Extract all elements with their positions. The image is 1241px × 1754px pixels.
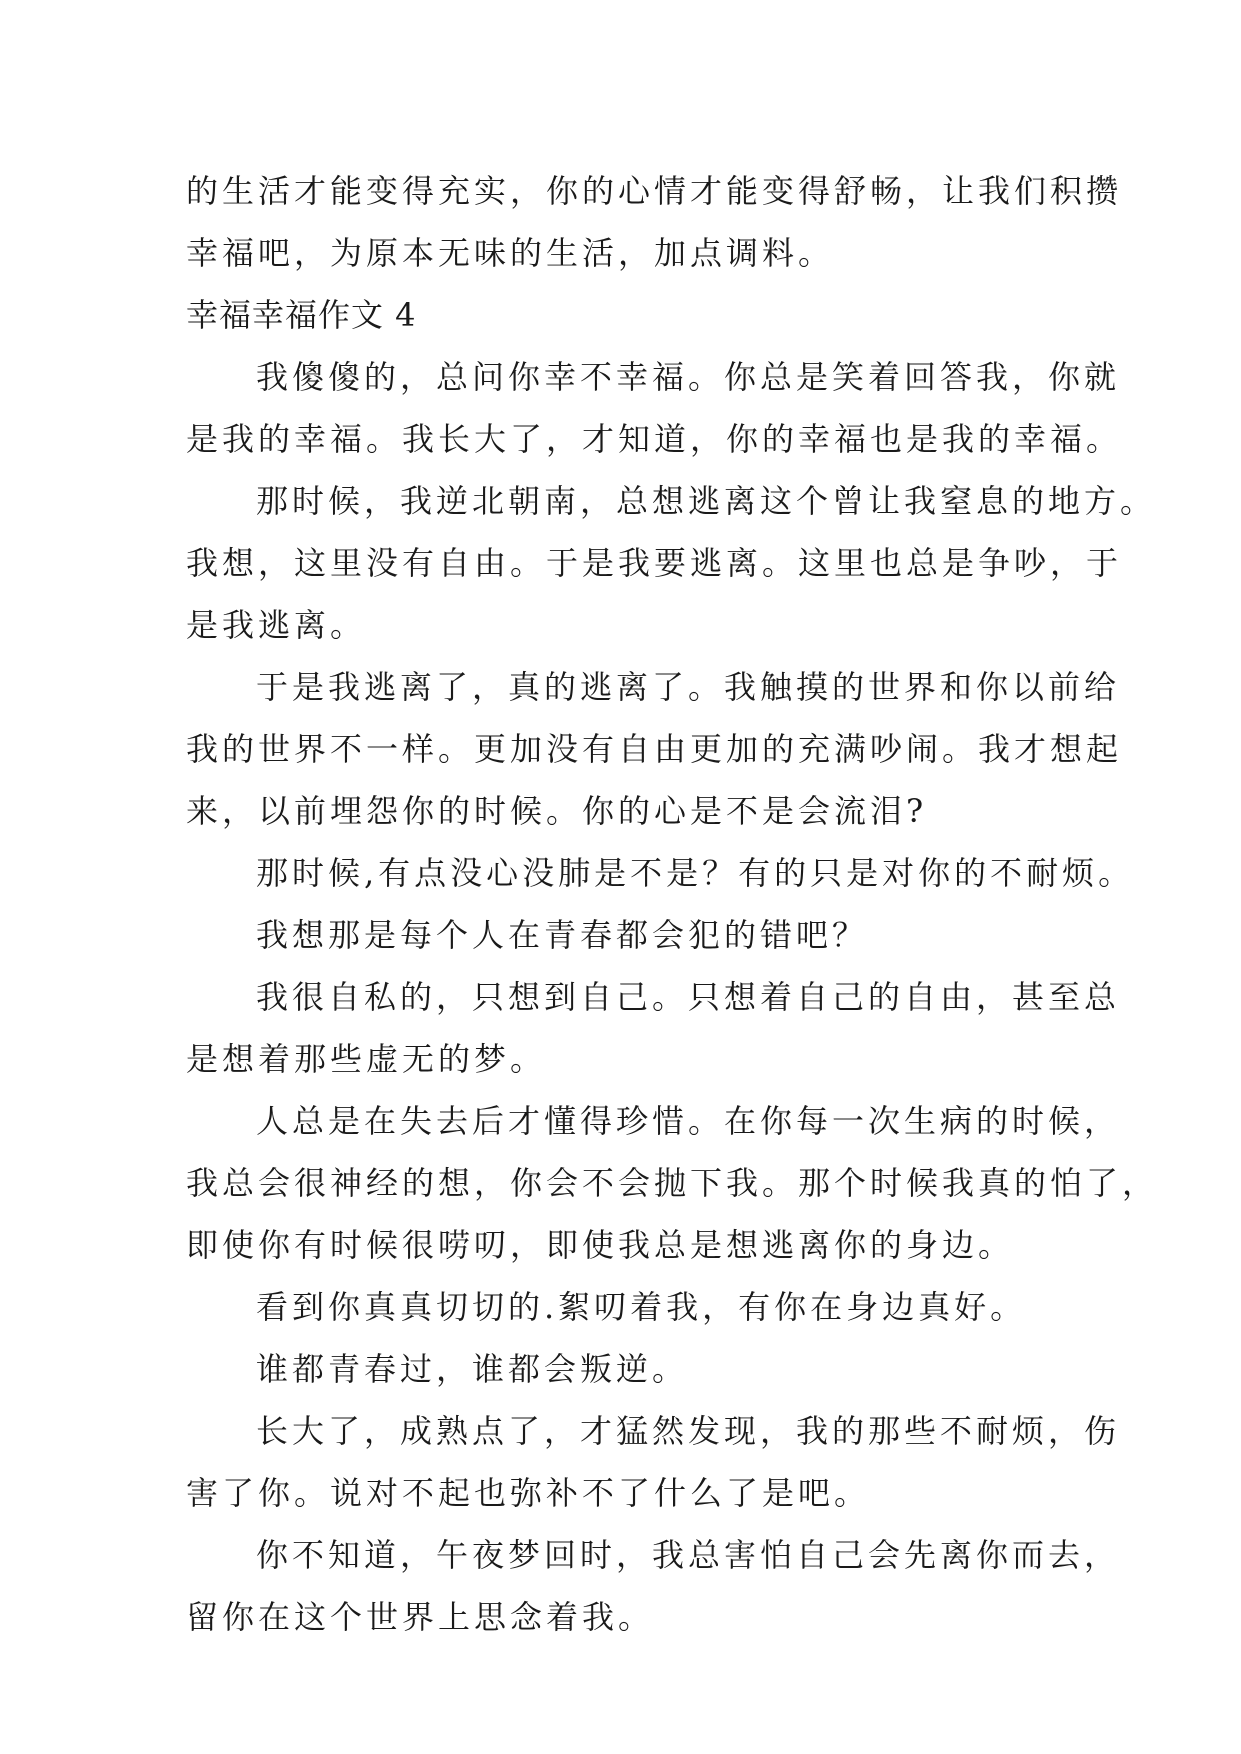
article-body <box>186 160 1159 1648</box>
paragraph-line: 谁都青春过，谁都会叛逆。 <box>256 1350 689 1388</box>
paragraph-line: 的生活才能变得充实，你的心情才能变得舒畅，让我们积攒 <box>186 172 1123 210</box>
paragraph-line: 我想那是每个人在青春都会犯的错吧？ <box>256 916 869 954</box>
paragraph-line: 是想着那些虚无的梦。 <box>186 1040 547 1078</box>
paragraph-line: 你不知道，午夜梦回时，我总害怕自己会先离你而去， <box>256 1536 1121 1574</box>
paragraph-line: 于是我逃离了，真的逃离了。我触摸的世界和你以前给 <box>256 668 1121 706</box>
paragraph-line: 我傻傻的，总问你幸不幸福。你总是笑着回答我，你就 <box>256 358 1121 396</box>
paragraph-line: 我很自私的，只想到自己。只想着自己的自由，甚至总 <box>256 978 1121 1016</box>
paragraph-line: 即使你有时候很唠叨，即使我总是想逃离你的身边。 <box>186 1226 1015 1264</box>
paragraph-line: 我想，这里没有自由。于是我要逃离。这里也总是争吵，于 <box>186 544 1123 582</box>
paragraph-line: 害了你。说对不起也弥补不了什么了是吧。 <box>186 1474 871 1512</box>
paragraph-line: 看到你真真切切的.絮叨着我，有你在身边真好。 <box>256 1288 1027 1326</box>
paragraph-line: 是我逃离。 <box>186 606 367 644</box>
paragraph-line: 长大了，成熟点了，才猛然发现，我的那些不耐烦，伤 <box>256 1412 1121 1450</box>
section-heading: 幸福幸福作文 4 <box>186 296 417 334</box>
paragraph-line: 留你在这个世界上思念着我。 <box>186 1598 655 1636</box>
paragraph-line: 我的世界不一样。更加没有自由更加的充满吵闹。我才想起 <box>186 730 1123 768</box>
paragraph-line: 那时候,有点没心没肺是不是？有的只是对你的不耐烦。 <box>256 854 1135 892</box>
paragraph-line: 我总会很神经的想，你会不会抛下我。那个时候我真的怕了， <box>186 1164 1159 1202</box>
paragraph-line: 是我的幸福。我长大了，才知道，你的幸福也是我的幸福。 <box>186 420 1123 458</box>
paragraph-line: 幸福吧，为原本无味的生活，加点调料。 <box>186 234 835 272</box>
paragraph-line: 来，以前埋怨你的时候。你的心是不是会流泪? <box>186 792 928 830</box>
paragraph-line: 那时候，我逆北朝南，总想逃离这个曾让我窒息的地方。 <box>256 482 1157 520</box>
paragraph-line: 人总是在失去后才懂得珍惜。在你每一次生病的时候， <box>256 1102 1121 1140</box>
